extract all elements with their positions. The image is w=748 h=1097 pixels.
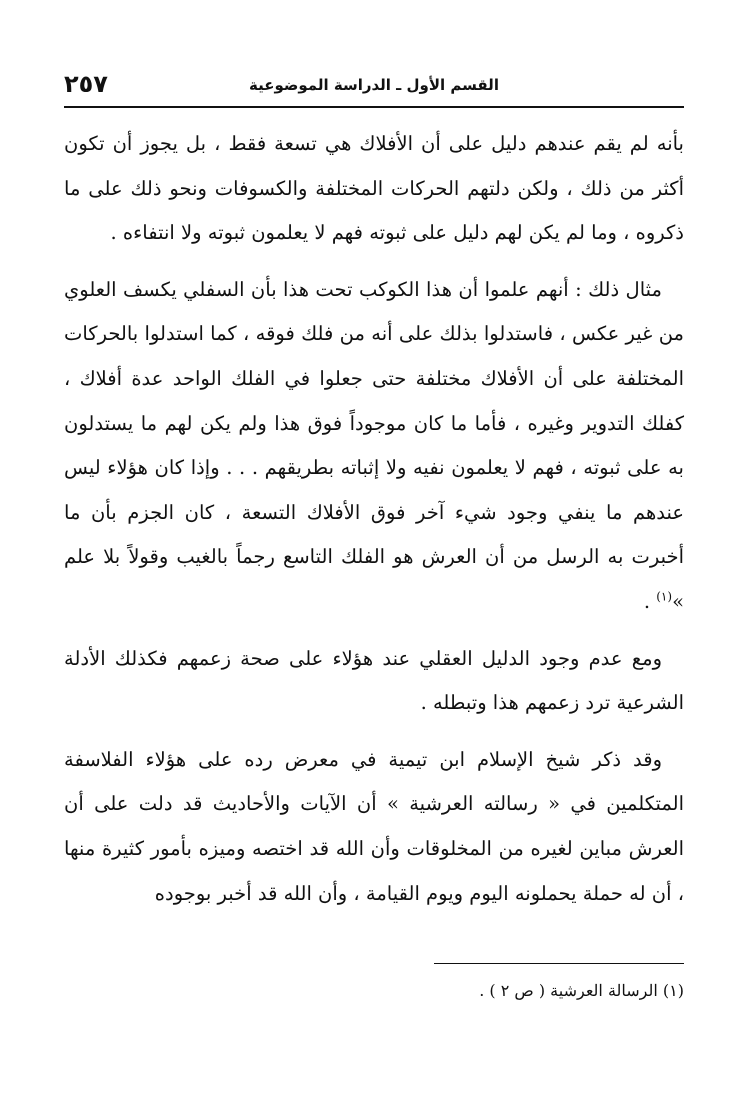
paragraph-1: بأنه لم يقم عندهم دليل على أن الأفلاك هي تسعة فقط ، بل يجوز أن تكون أكثر من ذلك ، ولكن دلتهم الحركات المختلفة والكسوفات ونحو ذلك على ما ذكروه ، وما لم يكن لهم دليل على ثبوته فهم لا يعلمون ثبوته ولا انتفاءه . bbox=[64, 132, 684, 245]
paragraph-3: ومع عدم وجود الدليل العقلي عند هؤلاء على صحة زعمهم فكذلك الأدلة الشرعية ترد زعمهم هذا وتبطله . bbox=[64, 646, 684, 715]
footnote-marker: (١) bbox=[656, 589, 673, 604]
page-body bbox=[64, 122, 684, 928]
running-header bbox=[64, 72, 684, 108]
header-title: القسم الأول ـ الدراسة الموضوعية bbox=[249, 76, 499, 94]
paragraph-4: وقد ذكر شيخ الإسلام ابن تيمية في معرض رده على هؤلاء الفلاسفة المتكلمين في « رسالته العرشية » أن الآيات والأحاديث قد دلت على أن العرش مباين لغيره من المخلوقات وأن الله قد اختصه وميزه بأمور كثيرة منها ، أن له حملة يحملونه اليوم ويوم القيامة ، وأن الله قد أخبر بوجوده bbox=[64, 747, 684, 905]
paragraph-2-end: . bbox=[643, 589, 657, 613]
paragraph-2 bbox=[64, 268, 684, 625]
footnote: (١) الرسالة العرشية ( ص ٢ ) . bbox=[479, 981, 684, 1000]
page-number: ٢٥٧ bbox=[64, 70, 108, 98]
paragraph-2-text: مثال ذلك : أنهم علموا أن هذا الكوكب تحت هذا بأن السفلي يكسف العلوي من غير عكس ، فاستدلوا بذلك على أنه من فلك فوقه ، كما استدلوا بالحركات المختلفة على أن الأفلاك مختلفة حتى جعلوا في الفلك الواحد عدة أفلاك ، كفلك التدوير وغيره ، فأما ما كان موجوداً فوق هذا ولم يكن لهم ما يستدلون به على ثبوته ، فهم لا يعلمون نفيه ولا إثباته بطريقهم . . . وإذا كان هؤلاء ليس عندهم ما ينفي وجود شيء آخر فوق الأفلاك التسعة ، كان الجزم بأن ما أخبرت به الرسل من أن العرش هو الفلك التاسع رجماً بالغيب وقولاً بلا علم » bbox=[64, 277, 684, 613]
footnote-separator bbox=[434, 963, 684, 964]
